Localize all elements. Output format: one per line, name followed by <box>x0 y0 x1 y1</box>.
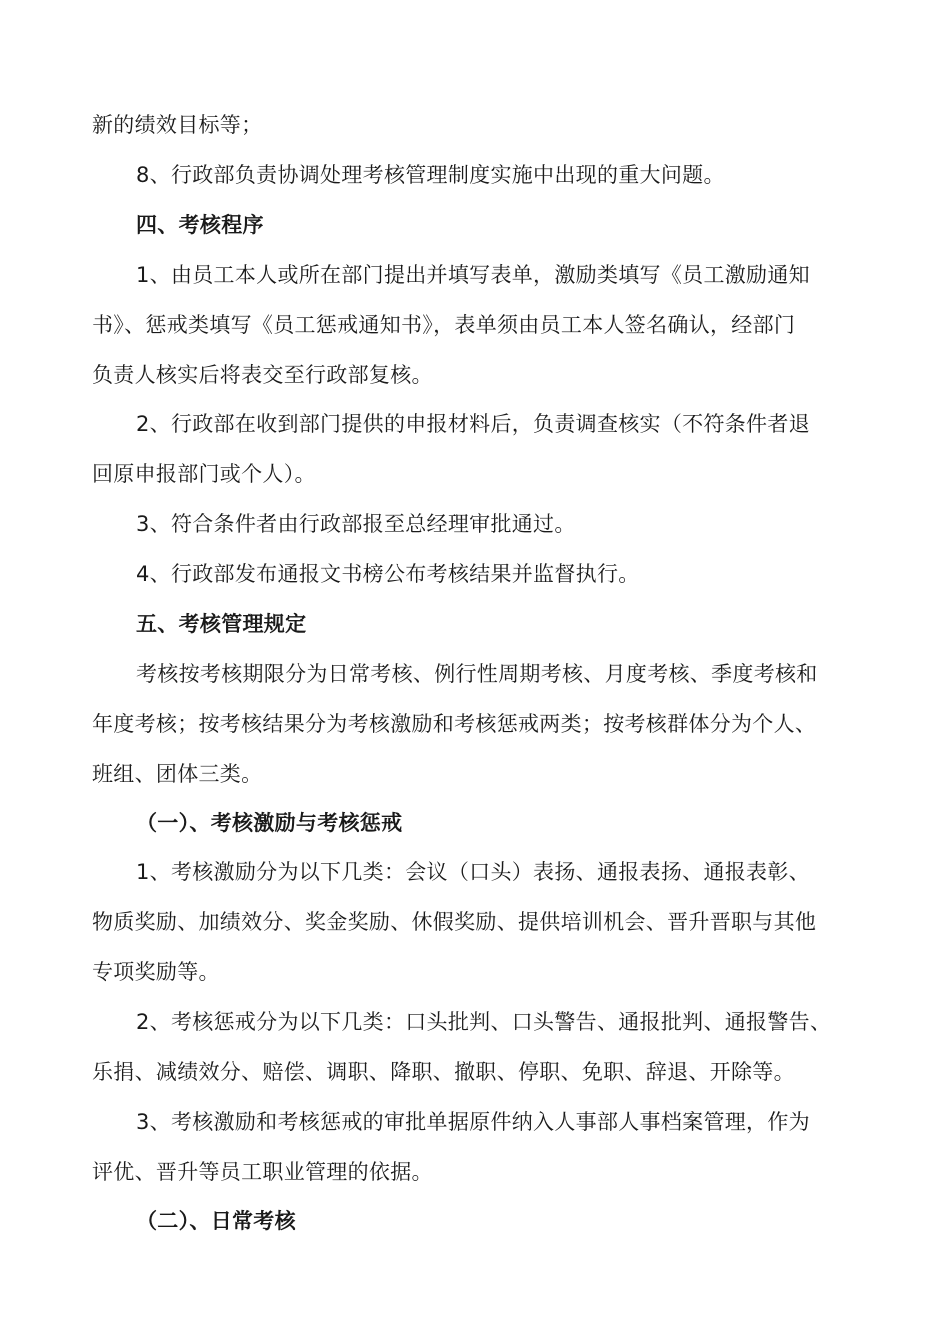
paragraph-item-8: 8、行政部负责协调处理考核管理制度实施中出现的重大问题。 <box>136 163 725 187</box>
paragraph-rules-line-2: 年度考核；按考核结果分为考核激励和考核惩戒两类；按考核群体分为个人、 <box>92 712 817 736</box>
section-heading-procedure: 四、考核程序 <box>136 213 264 237</box>
paragraph-incentive-1-line-3: 专项奖励等。 <box>92 960 220 984</box>
paragraph-rules-line-3: 班组、团体三类。 <box>92 762 263 786</box>
subsection-heading-incentive: （一）、考核激励与考核惩戒 <box>136 811 403 835</box>
paragraph-continuation: 新的绩效目标等； <box>92 113 263 137</box>
paragraph-procedure-1-line-3: 负责人核实后将表交至行政部复核。 <box>92 363 433 387</box>
paragraph-procedure-3: 3、符合条件者由行政部报至总经理审批通过。 <box>136 512 576 536</box>
paragraph-incentive-1-line-1: 1、考核激励分为以下几类：会议（口头）表扬、通报表扬、通报表彰、 <box>136 860 810 884</box>
paragraph-procedure-2-line-1: 2、行政部在收到部门提供的申报材料后，负责调查核实（不符条件者退 <box>136 412 810 436</box>
paragraph-procedure-2-line-2: 回原申报部门或个人）。 <box>92 462 316 486</box>
section-heading-rules: 五、考核管理规定 <box>136 612 307 636</box>
paragraph-rules-line-1: 考核按考核期限分为日常考核、例行性周期考核、月度考核、季度考核和 <box>136 662 818 686</box>
paragraph-procedure-4: 4、行政部发布通报文书榜公布考核结果并监督执行。 <box>136 562 640 586</box>
paragraph-incentive-3-line-2: 评优、晋升等员工职业管理的依据。 <box>92 1160 433 1184</box>
subsection-heading-daily: （二）、日常考核 <box>136 1209 296 1233</box>
paragraph-incentive-2-line-2: 乐捐、减绩效分、赔偿、调职、降职、撤职、停职、免职、辞退、开除等。 <box>92 1060 795 1084</box>
paragraph-incentive-2-line-1: 2、考核惩戒分为以下几类：口头批判、口头警告、通报批判、通报警告、 <box>136 1010 832 1034</box>
paragraph-incentive-3-line-1: 3、考核激励和考核惩戒的审批单据原件纳入人事部人事档案管理，作为 <box>136 1110 810 1134</box>
paragraph-procedure-1-line-2: 书》、惩戒类填写《员工惩戒通知书》，表单须由员工本人签名确认，经部门 <box>92 313 796 337</box>
paragraph-incentive-1-line-2: 物质奖励、加绩效分、奖金奖励、休假奖励、提供培训机会、晋升晋职与其他 <box>92 910 817 934</box>
paragraph-procedure-1-line-1: 1、由员工本人或所在部门提出并填写表单，激励类填写《员工激励通知 <box>136 263 810 287</box>
